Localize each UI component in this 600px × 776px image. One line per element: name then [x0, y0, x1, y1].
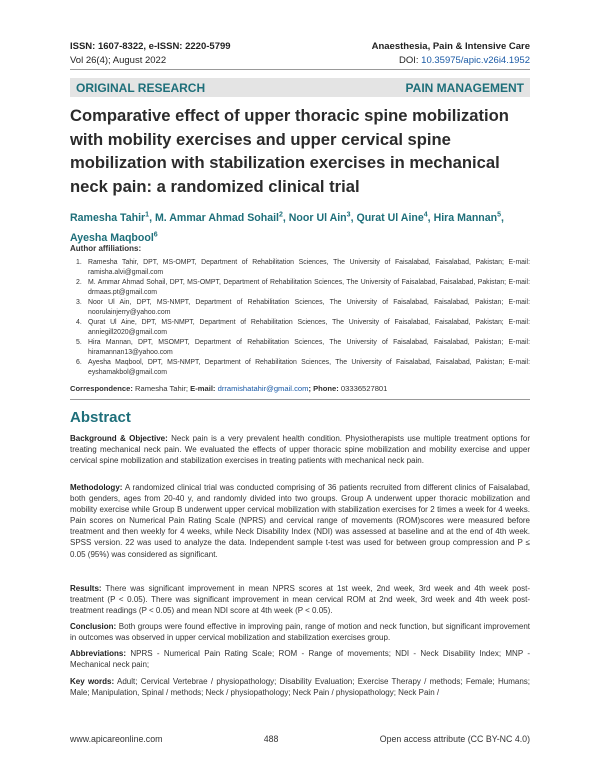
article-title: Comparative effect of upper thoracic spine mobilization with mobility exercises and upper cervical spine mobilization with stabilization exercises in mechanical neck pain: a randomized clinical trial [70, 106, 509, 196]
journal-name: Anaesthesia, Pain & Intensive Care [371, 41, 530, 52]
abstract-methodology: Methodology: A randomized clinical trial was conducted comprising of 36 patients recruited from different clinics of Faisalabad, both genders, ages from 20-40 y, and randomly divided into two groups. Group A underwent upper thoracic mobilization and mobility exercise while Group B underwent upper cervical mobilization with stabilization exercises for 2 times a week for 4 weeks. Pain scores on Numerical Pain Rating Scale (NPRS) and cervical range of movements (ROM)scores were measured before treatment and then weekly for 4 weeks, while Neck Disability Index (NDI) was assessed at baseline and at the end of 4th week. SPSS version. 22 was used to analyze the data. Independent sample t-test was used for between group compression and P ≤ 0.05 (95%) was considered as significant. [70, 483, 530, 559]
article-type: ORIGINAL RESEARCH [76, 80, 206, 95]
author: Ayesha Maqbool$^6$ [70, 231, 158, 245]
doi-link[interactable]: 10.35975/apic.v26i4.1952 [421, 55, 530, 66]
category-banner [70, 78, 530, 97]
affiliation-list [76, 258, 530, 378]
affiliation-item: 4. Qurat Ul Aine, DPT, MS-NMPT, Department of Rehabilitation Sciences, The University of Faisalabad, Faisalabad, Pakistan; E-mail: anniegill2020@gmail.com [76, 319, 530, 336]
abstract-results: Results: There was significant improvement in mean NPRS scores at 1st week, 2nd week, 3rd week and 4th week post-treatment (P < 0.05). There was significant improvement in mean cervical ROM at 2nd week, 3rd week and 4th week post-treatment readings (P < 0.05) and mean NDI score at 4th week (P < 0.05). [70, 584, 530, 616]
author-list [70, 206, 530, 247]
license: Open access attribute (CC BY-NC 4.0) [379, 734, 530, 744]
footer-website[interactable]: www.apicareonline.com [70, 734, 163, 744]
header-bottom [70, 55, 530, 66]
article-section: PAIN MANAGEMENT [405, 80, 524, 95]
abstract-background: Background & Objective: Neck pain is a very prevalent health condition. Physiotherapists use multiple treatment options for treating mechanical neck pain. We evaluated the effects of upper thoracic spine mobilization and mobility exercise and upper cervical spine mobilization and stabilization exercises in treating patients with mechanical neck pain. [70, 434, 530, 466]
page-footer [70, 734, 530, 744]
author: Ramesha Tahir$^1$, [70, 211, 155, 224]
affiliation-item: 6. Ayesha Maqbool, DPT, MS-NMPT, Department of Rehabilitation Sciences, The University of Faisalabad, Faisalabad, Pakistan; E-mail: eyshamakbol@gmail.com [76, 359, 530, 376]
abstract-keywords: Key words: Adult; Cervical Vertebrae / physiopathology; Disability Evaluation; Exercise Therapy / methods; Female; Humans; Male; Manipulation, Spinal / methods; Neck / physiopathology; Neck Pain / physiopathology; Neck Pain / [70, 677, 530, 698]
abstract-divider [70, 399, 530, 400]
correspondence-email-link[interactable]: drramishatahir@gmail.com [217, 384, 309, 393]
abstract-abbreviations: Abbreviations: NPRS - Numerical Pain Rating Scale; ROM - Range of movements; NDI - Neck Disability Index; MNP - Mechanical neck pain; [70, 649, 530, 670]
header-top [70, 41, 530, 52]
correspondence: Correspondence: Ramesha Tahir; E-mail: drramishatahir@gmail.com; Phone: 03336527801 [70, 384, 388, 393]
author: Hira Mannan$^5$, [433, 211, 504, 224]
doi [399, 55, 530, 66]
affiliation-item: 2. M. Ammar Ahmad Sohail, DPT, MS-OMPT, Department of Rehabilitation Sciences, The University of Faisalabad, Faisalabad, Pakistan; E-mail: drmaas.pt@gmail.com [76, 279, 530, 296]
abstract-heading: Abstract [70, 409, 131, 426]
abstract-conclusion: Conclusion: Both groups were found effective in improving pain, range of motion and neck function, but significant improvement in outcomes was observed in upper cervical mobilization and stabilization exercises group. [70, 622, 530, 643]
affiliations-heading: Author affiliations: [70, 244, 142, 253]
issn: ISSN: 1607-8322, e-ISSN: 2220-5799 [70, 41, 231, 52]
page-number: 488 [263, 734, 279, 744]
header-divider [70, 69, 530, 70]
author: Noor Ul Ain$^3$, [288, 211, 357, 224]
author: Qurat Ul Aine$^4$, [356, 211, 434, 224]
volume: Vol 26(4); August 2022 [70, 55, 167, 66]
affiliation-item: 3. Noor Ul Ain, DPT, MS-NMPT, Department of Rehabilitation Sciences, The University of Faisalabad, Faisalabad, Pakistan; E-mail: noorulainjerry@yahoo.com [76, 299, 530, 316]
author: M. Ammar Ahmad Sohail$^2$, [154, 211, 289, 224]
affiliation-item: 5. Hira Mannan, DPT, MSOMPT, Department of Rehabilitation Sciences, The University of Faisalabad, Faisalabad, Pakistan; E-mail: hiramannan13@yahoo.com [76, 339, 530, 356]
doi-label: DOI: [399, 55, 422, 66]
affiliation-item: 1. Ramesha Tahir, DPT, MS-OMPT, Department of Rehabilitation Sciences, The University of Faisalabad, Faisalabad, Pakistan; E-mail: ramisha.alvi@gmail.com [76, 259, 530, 276]
